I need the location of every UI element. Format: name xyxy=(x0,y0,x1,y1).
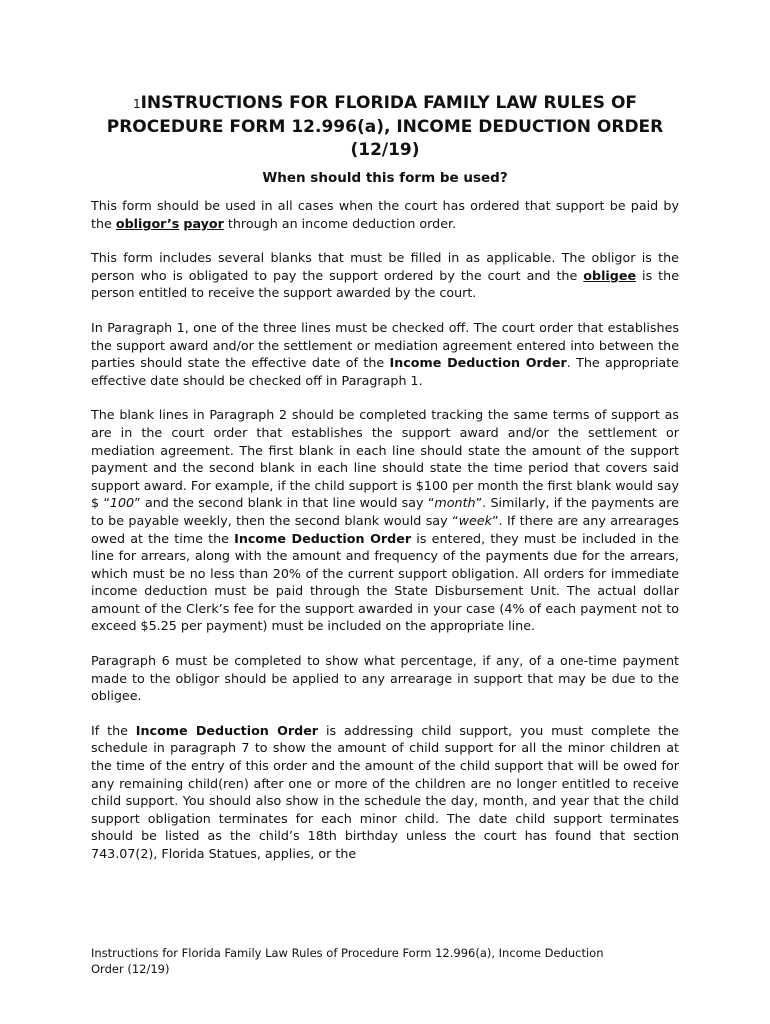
section-heading: When should this form be used? xyxy=(262,170,508,186)
text-run: ”. Similarly, if the payments are to be payable weekly, then the second blank would say “ xyxy=(91,495,679,528)
instructions-body xyxy=(91,197,679,880)
page-footer xyxy=(91,945,691,977)
text-run: is entered, they must be included in the line for arrears, along with the amount and frequency of the payments due for the arrears, which must be no less than 20% of the current support obligation. All orders for immediate income deduction must be paid through the State Disbursement Unit. The actual dollar amount of the Clerk’s fee for the support awarded in your case (4% of each payment not to exceed $5.25 per payment) must be included on the appropriate line. xyxy=(91,530,679,634)
text-run: ”. If there are any arrearages owed at the time the xyxy=(91,512,679,546)
term-obligors: obligor’s xyxy=(115,215,180,231)
term-income-deduction-order: Income Deduction Order xyxy=(234,530,412,546)
example-week: week xyxy=(458,512,492,528)
term-obligee: obligee xyxy=(583,267,637,283)
footer-line-1: Instructions for Florida Family Law Rules of Procedure Form 12.996(a), Income Deduction xyxy=(91,946,604,960)
text-run: ” and the second blank in that line would say “ xyxy=(134,495,435,511)
text-run: This form should be used in all cases when the court has ordered that support be paid by the xyxy=(91,198,679,231)
title-line-3: (12/19) xyxy=(350,140,420,160)
paragraph-6 xyxy=(91,722,679,863)
title-line-2: PROCEDURE FORM 12.996(a), INCOME DEDUCTION ORDER xyxy=(106,117,664,137)
text-run: through an income deduction order. xyxy=(223,215,457,231)
paragraph-5 xyxy=(91,652,679,705)
term-income-deduction-order: Income Deduction Order xyxy=(135,722,319,738)
title-line-1: INSTRUCTIONS FOR FLORIDA FAMILY LAW RULES OF xyxy=(140,93,638,113)
text-run: . The appropriate effective date should be checked off in Paragraph 1. xyxy=(91,355,679,388)
text-run: is the person entitled to receive the support awarded by the court. xyxy=(91,267,679,301)
term-income-deduction-order: Income Deduction Order xyxy=(389,355,567,371)
example-month: month xyxy=(434,495,476,511)
text-run: If the xyxy=(91,722,136,738)
paragraph-2 xyxy=(91,249,679,302)
text-run: In Paragraph 1, one of the three lines must be checked off. The court order that establishes the support award and/or the settlement or mediation agreement entered into between the parties should state the effective date of the xyxy=(91,319,679,371)
text-run: The blank lines in Paragraph 2 should be completed tracking the same terms of support as are in the court order that establishes the support award and/or the settlement or mediation agreement. The first blank in each line should state the amount of the support payment and the second blank in each line should state the time period that covers said support award. For example, if the child support is $100 per month the first blank would say $ “ xyxy=(91,407,679,511)
text-run: Paragraph 6 must be completed to show what percentage, if any, of a one-time payment made to the obligor should be applied to any arrearage in support that may be due to the obligee. xyxy=(91,653,679,704)
example-amount: 100 xyxy=(109,495,135,511)
paragraph-1 xyxy=(91,197,679,232)
footnote-number: 1 xyxy=(132,97,141,111)
term-payor: payor xyxy=(183,215,224,231)
paragraph-4 xyxy=(91,406,679,635)
paragraph-3 xyxy=(91,319,679,389)
text-run: This form includes several blanks that must be filled in as applicable. The obligor is the person who is obligated to pay the support ordered by the court and the xyxy=(91,250,679,283)
page-title xyxy=(60,92,710,162)
footer-line-2: Order (12/19) xyxy=(91,962,170,976)
text-run: is addressing child support, you must complete the schedule in paragraph 7 to show the amount of child support for all the minor children at the time of the entry of this order and the amount of the child support that will be owed for any remaining child(ren) after one or more of the children are no longer entitled to receive child support. You should also show in the schedule the day, month, and year that the child support obligation terminates for each minor child. The date child support terminates should be listed as the child’s 18th birthday unless the court has found that section 743.07(2), Florida Statues, applies, or the xyxy=(91,722,679,861)
